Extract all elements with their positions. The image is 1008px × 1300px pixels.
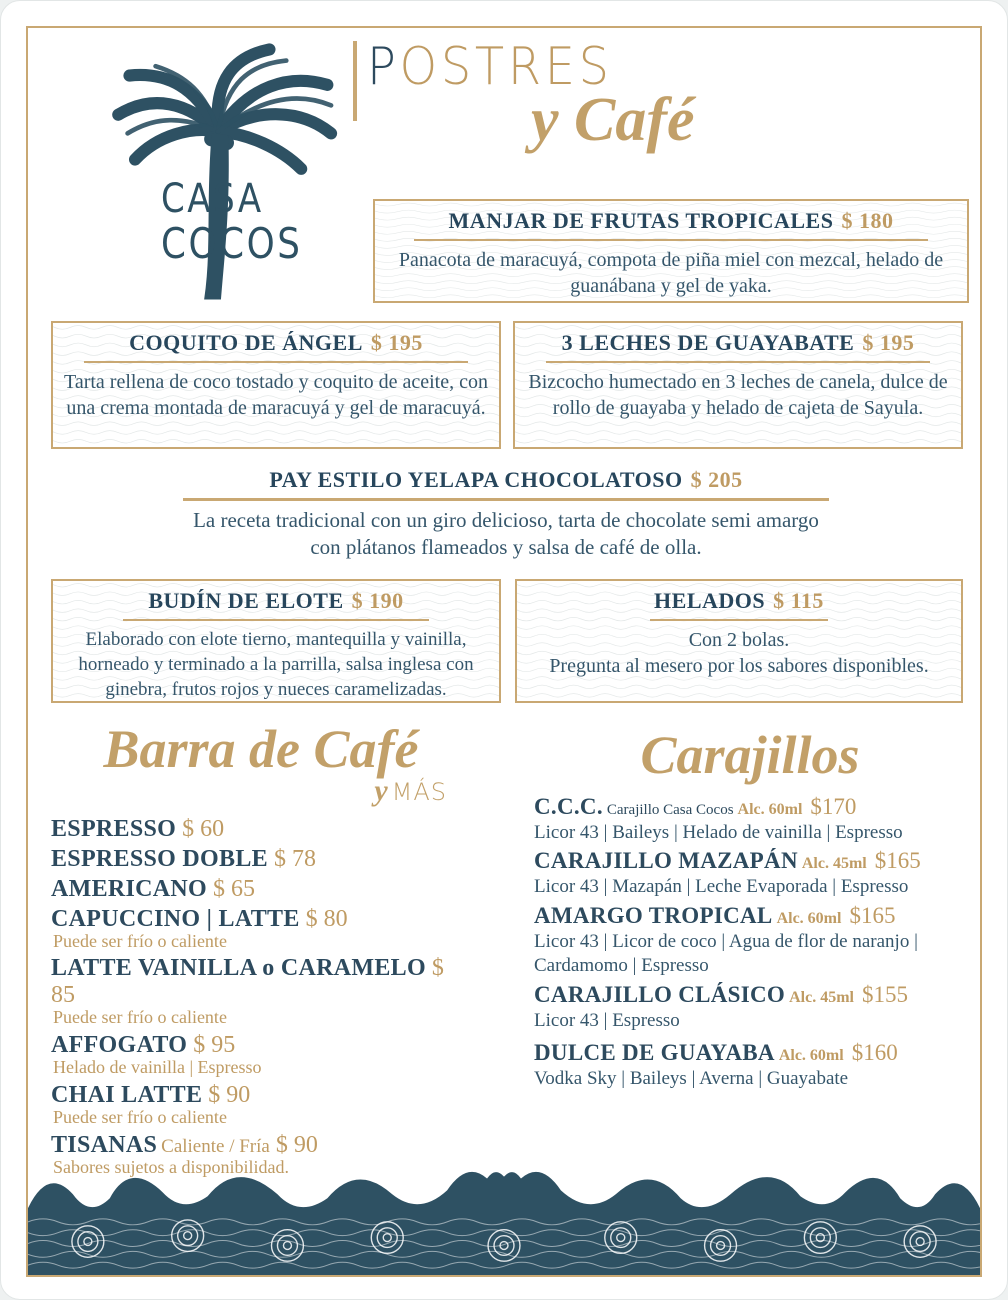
coffee-item-name: AMERICANO — [51, 875, 208, 902]
dish-price: $ 115 — [773, 588, 824, 613]
coffee-heading: Barra de Café — [103, 719, 419, 779]
carajillo-alcohol: Alc. 60ml — [776, 910, 842, 928]
gold-underline — [650, 619, 828, 621]
carajillo-description: Licor 43 | Baileys | Helado de vainilla | Espresso — [534, 821, 903, 843]
carajillo-qualifier: Carajillo Casa Cocos — [606, 801, 734, 818]
dish-description-line1: Con 2 bolas. — [688, 629, 790, 651]
carajillo-price: $155 — [862, 981, 908, 1007]
coffee-item — [51, 906, 471, 952]
carajillo-price: $160 — [851, 1040, 898, 1066]
coffee-item-name: ESPRESSO DOBLE — [51, 845, 268, 872]
coffee-item-qualifier: Caliente / Fría — [161, 1135, 270, 1157]
title-y-cafe: y Café — [531, 86, 695, 154]
carajillo-item — [534, 982, 966, 1033]
carajillo-item — [534, 848, 966, 899]
title-initial: P — [367, 37, 400, 97]
dessert-card-helados — [515, 579, 963, 703]
dish-name: 3 LECHES DE GUAYABATE $ 195 — [561, 330, 915, 355]
coffee-item-note: Helado de vainilla | Espresso — [53, 1057, 262, 1078]
dessert-card-manjar — [373, 199, 969, 303]
dessert-section-pay — [121, 467, 891, 562]
dessert-card-3leches — [513, 321, 963, 449]
coffee-item-price: $ 85 — [51, 955, 444, 1009]
gold-underline — [414, 239, 929, 241]
carajillo-description: Licor 43 | Espresso — [534, 1009, 680, 1031]
coffee-item-name: ESPRESSO — [51, 815, 177, 842]
coffee-item-note: Puede ser frío o caliente — [53, 1107, 227, 1128]
carajillo-description: Vodka Sky | Baileys | Averna | Guayabate — [534, 1068, 849, 1090]
coffee-item-price: $ 80 — [305, 905, 348, 932]
footer-wave-illustration — [28, 1151, 980, 1275]
brand-name-line2: COCOS — [161, 219, 303, 268]
gold-underline — [183, 498, 830, 501]
carajillo-item — [534, 794, 966, 845]
coffee-item-name: AFFOGATO — [51, 1032, 188, 1059]
carajillo-name: DULCE DE GUAYABA — [534, 1040, 775, 1066]
coffee-item-name: LATTE VAINILLA o CARAMELO — [51, 955, 426, 982]
brand-name-line1: CASA — [161, 176, 264, 222]
coffee-item-price: $ 90 — [208, 1082, 251, 1109]
brand-logo — [61, 27, 351, 307]
carajillo-alcohol: Alc. 45ml — [801, 855, 867, 873]
coffee-item-note: Puede ser frío o caliente — [53, 930, 227, 951]
gold-underline — [546, 361, 929, 363]
coffee-item-note: Sabores sujetos a disponibilidad. — [53, 1156, 289, 1177]
dish-name: COQUITO DE ÁNGEL $ 195 — [129, 330, 423, 355]
dish-price: $ 190 — [351, 588, 404, 613]
coffee-item — [51, 1082, 471, 1128]
page-title — [353, 37, 753, 187]
coffee-item-price: $ 65 — [213, 875, 256, 902]
carajillo-alcohol: Alc. 45ml — [789, 988, 854, 1006]
dish-price: $ 205 — [690, 467, 743, 492]
carajillos-section — [534, 727, 966, 1095]
title-rest: OSTRES — [399, 37, 613, 97]
dish-description-line2: Pregunta al mesero por los sabores disponibles. — [549, 655, 929, 678]
coffee-item — [51, 1032, 471, 1078]
coffee-item-name: CAPUCCINO | LATTE — [51, 905, 300, 932]
ocean-waves-icon — [28, 1151, 980, 1275]
dish-description: Bizcocho humectado en 3 leches de canela, dulce de rollo de guayaba y helado de cajeta de Sayula. — [528, 371, 948, 420]
carajillos-heading: Carajillos — [640, 725, 860, 785]
carajillo-alcohol: Alc. 60ml — [737, 800, 803, 818]
coffee-item-note: Puede ser frío o caliente — [53, 1007, 227, 1028]
gold-underline — [123, 619, 430, 621]
carajillo-price: $170 — [810, 793, 857, 819]
carajillo-name: AMARGO TROPICAL — [534, 903, 773, 929]
coffee-item — [51, 955, 471, 1028]
coffee-subheading: y MÁS — [374, 773, 447, 807]
gold-underline — [84, 361, 467, 363]
carajillo-description: Licor 43 | Mazapán | Leche Evaporada | Espresso — [534, 876, 909, 898]
carajillo-alcohol: Alc. 60ml — [778, 1047, 844, 1065]
carajillo-price: $165 — [874, 848, 921, 874]
coffee-item-name: TISANAS — [51, 1131, 158, 1158]
dish-name: MANJAR DE FRUTAS TROPICALES $ 180 — [448, 208, 894, 233]
carajillo-name: C.C.C. — [534, 793, 603, 819]
title-accent-bar — [353, 41, 357, 121]
coffee-item-price: $ 60 — [182, 815, 225, 842]
dish-description: Panacota de maracuyá, compota de piña miel con mezcal, helado de guanábana y gel de yaka. — [398, 249, 944, 298]
carajillo-price: $165 — [849, 903, 896, 929]
dessert-card-budin — [51, 579, 501, 703]
coffee-item-name: CHAI LATTE — [51, 1082, 203, 1109]
coffee-section — [51, 721, 471, 1182]
dish-description: La receta tradicional con un giro delicioso, tarta de chocolate semi amargo con plátanos flameados y salsa de café de olla. — [193, 507, 819, 560]
coffee-item-price: $ 90 — [275, 1131, 318, 1158]
carajillo-item — [534, 903, 966, 978]
dish-name: HELADOS $ 115 — [654, 588, 824, 613]
coffee-item-price: $ 78 — [273, 845, 316, 872]
dish-price: $ 180 — [841, 208, 894, 233]
carajillo-item — [534, 1040, 966, 1091]
dish-price: $ 195 — [862, 330, 915, 355]
carajillo-name: CARAJILLO MAZAPÁN — [534, 848, 798, 874]
carajillo-name: CARAJILLO CLÁSICO — [534, 981, 786, 1007]
dessert-card-coquito — [51, 321, 501, 449]
coffee-item — [51, 846, 471, 873]
coffee-item-price: $ 95 — [193, 1032, 236, 1059]
dish-name: PAY ESTILO YELAPA CHOCOLATOSO $ 205 — [269, 467, 743, 492]
dish-description: Elaborado con elote tierno, mantequilla y vainilla, horneado y terminado a la parrilla, salsa inglesa con ginebra, frutos rojos y nueces caramelizadas. — [78, 629, 474, 701]
dish-price: $ 195 — [370, 330, 423, 355]
coffee-item — [51, 816, 471, 843]
dish-description: Tarta rellena de coco tostado y coquito de aceite, con una crema montada de maracuyá y gel de maracuyá. — [64, 371, 488, 420]
carajillo-description: Licor 43 | Licor de coco | Agua de flor de naranjo | Cardamomo | Espresso — [534, 931, 918, 976]
coffee-item — [51, 876, 471, 903]
dish-name: BUDÍN DE ELOTE $ 190 — [148, 588, 404, 613]
